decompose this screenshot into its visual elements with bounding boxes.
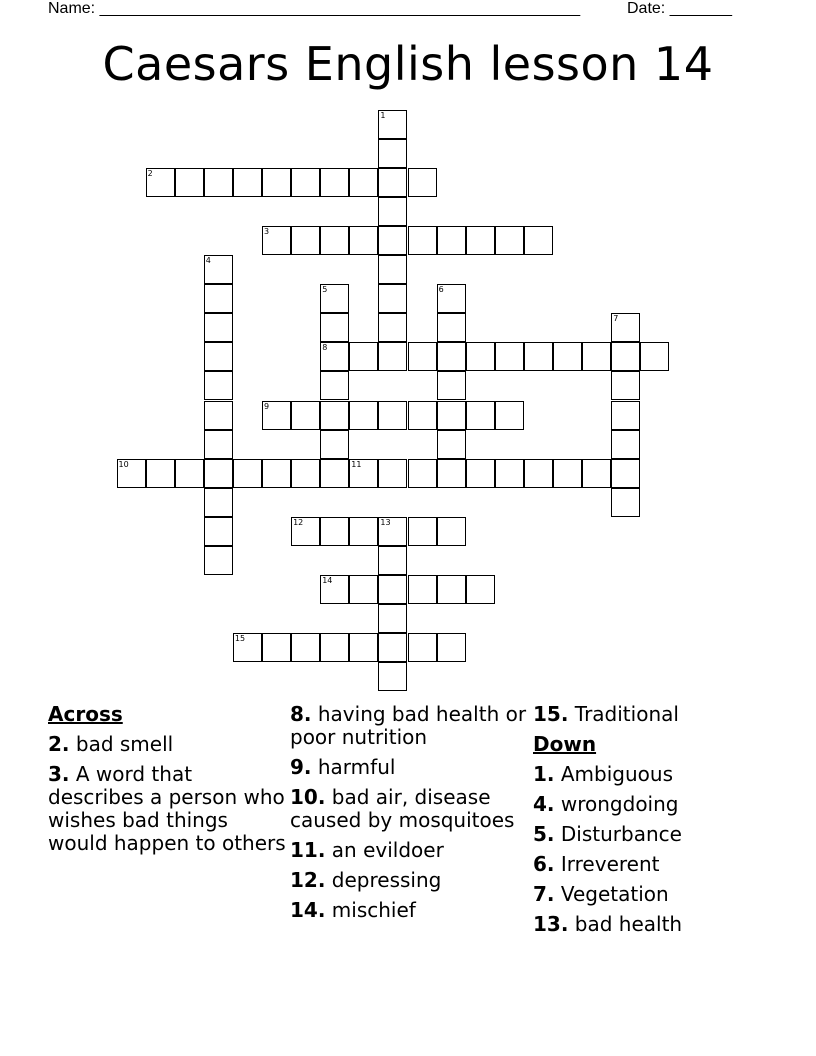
crossword-cell[interactable] xyxy=(466,459,495,488)
crossword-cell[interactable] xyxy=(349,575,378,604)
crossword-cell[interactable] xyxy=(378,226,407,255)
crossword-cell[interactable] xyxy=(495,401,524,430)
crossword-cell[interactable] xyxy=(524,342,553,371)
crossword-cell[interactable] xyxy=(349,517,378,546)
crossword-cell[interactable] xyxy=(320,342,349,371)
crossword-cell[interactable] xyxy=(320,371,349,400)
crossword-cell[interactable] xyxy=(117,459,146,488)
crossword-cell[interactable] xyxy=(262,401,291,430)
crossword-cell[interactable] xyxy=(640,342,669,371)
crossword-cell[interactable] xyxy=(378,401,407,430)
crossword-cell[interactable] xyxy=(408,575,437,604)
crossword-cell[interactable] xyxy=(378,517,407,546)
page-title: Caesars English lesson 14 xyxy=(102,37,714,91)
crossword-cell[interactable] xyxy=(611,488,640,517)
cell-number: 14 xyxy=(322,576,333,586)
crossword-cell[interactable] xyxy=(233,633,262,662)
clue-across-10: 10. bad air, disease caused by mosquitoes xyxy=(290,785,515,832)
crossword-cell[interactable] xyxy=(291,517,320,546)
crossword-cell[interactable] xyxy=(437,633,466,662)
crossword-cell[interactable] xyxy=(262,168,291,197)
crossword-cell[interactable] xyxy=(611,313,640,342)
crossword-cell[interactable] xyxy=(582,342,611,371)
crossword-cell[interactable] xyxy=(320,226,349,255)
crossword-cell[interactable] xyxy=(204,430,233,459)
crossword-cell[interactable] xyxy=(611,342,640,371)
crossword-cell[interactable] xyxy=(378,633,407,662)
crossword-cell[interactable] xyxy=(320,575,349,604)
crossword-cell[interactable] xyxy=(408,517,437,546)
crossword-cell[interactable] xyxy=(378,197,407,226)
crossword-cell[interactable] xyxy=(233,459,262,488)
crossword-cell[interactable] xyxy=(320,430,349,459)
crossword-cell[interactable] xyxy=(204,168,233,197)
cell-number: 8 xyxy=(322,343,328,353)
clue-across-11: 11. an evildoer xyxy=(290,838,444,862)
crossword-cell[interactable] xyxy=(320,633,349,662)
crossword-cell[interactable] xyxy=(408,226,437,255)
clue-across-2: 2. bad smell xyxy=(48,732,174,756)
crossword-cell[interactable] xyxy=(262,633,291,662)
crossword-cell[interactable] xyxy=(611,459,640,488)
crossword-cell[interactable] xyxy=(524,226,553,255)
crossword-cell[interactable] xyxy=(378,255,407,284)
crossword-cell[interactable] xyxy=(611,371,640,400)
across-heading: Across xyxy=(48,702,123,726)
crossword-cell[interactable] xyxy=(233,168,262,197)
clue-down-7: 7. Vegetation xyxy=(533,882,669,906)
crossword-cell[interactable] xyxy=(146,459,175,488)
crossword-cell[interactable] xyxy=(437,342,466,371)
crossword-cell[interactable] xyxy=(378,342,407,371)
crossword-cell[interactable] xyxy=(320,168,349,197)
clue-across-9: 9. harmful xyxy=(290,755,396,779)
cell-number: 11 xyxy=(351,459,362,469)
crossword-cell[interactable] xyxy=(437,517,466,546)
cell-number: 10 xyxy=(118,459,129,469)
crossword-cell[interactable] xyxy=(408,459,437,488)
crossword-cell[interactable] xyxy=(204,459,233,488)
crossword-cell[interactable] xyxy=(204,517,233,546)
crossword-cell[interactable] xyxy=(378,459,407,488)
crossword-cell[interactable] xyxy=(204,313,233,342)
crossword-cell[interactable] xyxy=(378,575,407,604)
clue-down-1: 1. Ambiguous xyxy=(533,762,673,786)
crossword-cell[interactable] xyxy=(349,459,378,488)
crossword-cell[interactable] xyxy=(146,168,175,197)
crossword-cell[interactable] xyxy=(408,168,437,197)
crossword-cell[interactable] xyxy=(378,546,407,575)
crossword-cell[interactable] xyxy=(437,401,466,430)
crossword-cell[interactable] xyxy=(175,168,204,197)
cell-number: 12 xyxy=(293,517,304,527)
crossword-cell[interactable] xyxy=(204,401,233,430)
cell-number: 7 xyxy=(613,314,619,324)
crossword-cell[interactable] xyxy=(291,459,320,488)
crossword-cell[interactable] xyxy=(320,401,349,430)
crossword-cell[interactable] xyxy=(204,342,233,371)
crossword-cell[interactable] xyxy=(320,517,349,546)
name-field-label: Name: ______________________________________________________ xyxy=(48,0,581,17)
crossword-cell[interactable] xyxy=(611,430,640,459)
clue-across-15: 15. Traditional xyxy=(533,702,679,726)
crossword-cell[interactable] xyxy=(553,459,582,488)
crossword-cell[interactable] xyxy=(466,401,495,430)
crossword-cell[interactable] xyxy=(291,401,320,430)
cell-number: 1 xyxy=(380,110,386,120)
crossword-cell[interactable] xyxy=(524,459,553,488)
crossword-cell[interactable] xyxy=(611,401,640,430)
crossword-cell[interactable] xyxy=(378,139,407,168)
cell-number: 15 xyxy=(234,634,246,644)
crossword-cell[interactable] xyxy=(437,575,466,604)
crossword-cell[interactable] xyxy=(408,342,437,371)
crossword-cell[interactable] xyxy=(408,633,437,662)
crossword-cell[interactable] xyxy=(349,401,378,430)
crossword-cell[interactable] xyxy=(582,459,611,488)
cell-number: 9 xyxy=(264,401,270,411)
clue-down-6: 6. Irreverent xyxy=(533,852,660,876)
crossword-cell[interactable] xyxy=(204,255,233,284)
crossword-cell[interactable] xyxy=(553,342,582,371)
clue-column-2 xyxy=(290,703,535,929)
crossword-cell[interactable] xyxy=(466,575,495,604)
cell-number: 6 xyxy=(438,285,444,295)
crossword-cell[interactable] xyxy=(349,342,378,371)
crossword-cell[interactable] xyxy=(320,313,349,342)
crossword-cell[interactable] xyxy=(408,401,437,430)
crossword-cell[interactable] xyxy=(262,226,291,255)
crossword-cell[interactable] xyxy=(437,313,466,342)
clue-across-12: 12. depressing xyxy=(290,868,442,892)
crossword-cell[interactable] xyxy=(466,226,495,255)
crossword-cell[interactable] xyxy=(262,459,291,488)
crossword-cell[interactable] xyxy=(204,284,233,313)
crossword-cell[interactable] xyxy=(291,168,320,197)
crossword-cell[interactable] xyxy=(495,342,524,371)
crossword-cell[interactable] xyxy=(466,342,495,371)
clue-down-4: 4. wrongdoing xyxy=(533,792,679,816)
crossword-cell[interactable] xyxy=(320,284,349,313)
crossword-cell[interactable] xyxy=(378,604,407,633)
crossword-cell[interactable] xyxy=(349,226,378,255)
crossword-cell[interactable] xyxy=(495,226,524,255)
cell-number: 2 xyxy=(147,168,153,178)
clue-down-5: 5. Disturbance xyxy=(533,822,682,846)
crossword-cell[interactable] xyxy=(320,459,349,488)
clue-down-13: 13. bad health xyxy=(533,912,683,936)
date-field-label: Date: _______ xyxy=(627,0,732,17)
crossword-cell[interactable] xyxy=(291,633,320,662)
crossword-cell[interactable] xyxy=(204,371,233,400)
crossword-cell[interactable] xyxy=(437,430,466,459)
clue-across-14: 14. mischief xyxy=(290,898,416,922)
crossword-cell[interactable] xyxy=(437,284,466,313)
clue-column-3 xyxy=(533,703,773,943)
crossword-cell[interactable] xyxy=(495,459,524,488)
crossword-cell[interactable] xyxy=(378,110,407,139)
crossword-cell[interactable] xyxy=(437,226,466,255)
cell-number: 13 xyxy=(380,517,391,527)
crossword-cell[interactable] xyxy=(378,284,407,313)
crossword-cell[interactable] xyxy=(349,633,378,662)
crossword-cell[interactable] xyxy=(378,168,407,197)
clue-column-1 xyxy=(48,703,288,862)
crossword-cell[interactable] xyxy=(204,546,233,575)
crossword-cell[interactable] xyxy=(291,226,320,255)
crossword-cell[interactable] xyxy=(437,459,466,488)
clue-across-8: 8. having bad health or poor nutrition xyxy=(290,702,527,749)
crossword-cell[interactable] xyxy=(437,371,466,400)
down-heading: Down xyxy=(533,732,597,756)
crossword-cell[interactable] xyxy=(204,488,233,517)
crossword-cell[interactable] xyxy=(378,313,407,342)
crossword-cell[interactable] xyxy=(349,168,378,197)
cell-number: 5 xyxy=(322,285,328,295)
clue-across-3: 3. A word that describes a person who wishes bad things would happen to others xyxy=(48,762,286,855)
crossword-cell[interactable] xyxy=(175,459,204,488)
crossword-cell[interactable] xyxy=(378,662,407,691)
cell-number: 4 xyxy=(205,256,211,265)
cell-number: 3 xyxy=(264,226,270,236)
